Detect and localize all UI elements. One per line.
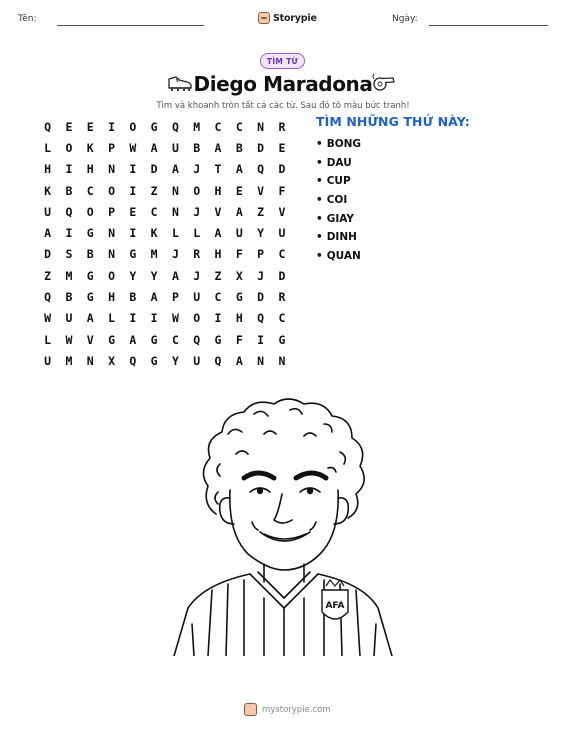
grid-cell[interactable]: B <box>193 140 201 155</box>
grid-cell[interactable]: C <box>235 119 243 134</box>
grid-cell[interactable]: W <box>129 140 137 155</box>
grid-cell[interactable]: H <box>86 162 94 177</box>
grid-cell[interactable]: I <box>214 311 222 326</box>
grid-cell[interactable]: B <box>65 183 73 198</box>
grid-cell[interactable]: G <box>86 268 94 283</box>
brand <box>258 10 317 26</box>
grid-cell[interactable]: U <box>171 140 179 155</box>
grid-cell[interactable]: V <box>86 332 94 347</box>
grid-cell[interactable]: F <box>235 332 243 347</box>
grid-cell[interactable]: D <box>257 140 265 155</box>
grid-cell[interactable]: O <box>65 140 73 155</box>
grid-cell[interactable]: R <box>193 247 201 262</box>
afa-crest <box>322 580 348 619</box>
grid-cell[interactable]: G <box>150 353 158 368</box>
grid-cell[interactable]: J <box>193 204 201 219</box>
grid-cell[interactable]: V <box>214 204 222 219</box>
grid-cell[interactable]: N <box>257 353 265 368</box>
grid-cell[interactable]: I <box>129 226 137 241</box>
grid-cell[interactable]: N <box>108 247 115 262</box>
word-list-title: TÌM NHỮNG THỨ NÀY: <box>316 114 470 129</box>
activity-badge: TÌM TỪ <box>260 53 305 69</box>
grid-cell[interactable]: N <box>108 226 115 241</box>
grid-cell[interactable]: S <box>65 247 73 262</box>
grid-cell[interactable]: X <box>235 268 243 283</box>
grid-cell[interactable]: G <box>235 290 243 305</box>
word-list <box>316 135 361 265</box>
word-list-item: • BONG <box>316 135 361 154</box>
grid-cell[interactable]: Y <box>257 226 265 241</box>
grid-cell[interactable]: E <box>86 119 94 134</box>
name-line <box>57 25 204 26</box>
grid-cell[interactable]: O <box>193 183 201 198</box>
grid-cell[interactable]: K <box>86 140 94 155</box>
grid-cell[interactable]: L <box>44 140 52 155</box>
grid-cell[interactable]: M <box>193 119 201 134</box>
coloring-illustration[interactable] <box>164 394 402 656</box>
grid-cell[interactable]: E <box>235 183 243 198</box>
grid-cell[interactable]: W <box>44 311 52 326</box>
grid-cell[interactable]: A <box>235 162 243 177</box>
grid-cell[interactable]: G <box>86 226 94 241</box>
grid-cell[interactable]: A <box>171 268 179 283</box>
grid-cell[interactable]: I <box>108 119 115 134</box>
grid-cell[interactable]: L <box>44 332 52 347</box>
grid-cell[interactable]: D <box>44 247 52 262</box>
grid-cell[interactable]: U <box>278 226 286 241</box>
date-line <box>429 25 548 26</box>
grid-cell[interactable]: G <box>108 332 115 347</box>
grid-cell[interactable]: A <box>86 311 94 326</box>
grid-cell[interactable]: D <box>257 290 265 305</box>
grid-cell[interactable]: I <box>129 183 137 198</box>
grid-cell[interactable]: U <box>235 226 243 241</box>
grid-cell[interactable]: Q <box>193 332 201 347</box>
word-search-grid[interactable] <box>37 116 293 372</box>
grid-cell[interactable]: O <box>108 268 115 283</box>
grid-cell[interactable]: M <box>150 247 158 262</box>
grid-cell[interactable]: T <box>214 162 222 177</box>
grid-cell[interactable]: F <box>278 183 286 198</box>
grid-cell[interactable]: U <box>65 311 73 326</box>
word-list-item: • DAU <box>316 154 361 173</box>
grid-cell[interactable]: A <box>214 140 222 155</box>
grid-cell[interactable]: B <box>129 290 137 305</box>
grid-cell[interactable]: I <box>65 226 73 241</box>
grid-cell[interactable]: I <box>257 332 265 347</box>
grid-cell[interactable]: N <box>257 119 265 134</box>
grid-cell[interactable]: C <box>150 204 158 219</box>
grid-cell[interactable]: Z <box>44 268 52 283</box>
grid-cell[interactable]: A <box>150 290 158 305</box>
grid-cell[interactable]: Q <box>171 119 179 134</box>
grid-cell[interactable]: P <box>257 247 265 262</box>
grid-cell[interactable]: N <box>108 162 115 177</box>
grid-cell[interactable]: E <box>278 140 286 155</box>
grid-cell[interactable]: A <box>129 332 137 347</box>
grid-cell[interactable]: N <box>86 353 94 368</box>
grid-cell[interactable]: I <box>150 311 158 326</box>
grid-cell[interactable]: C <box>278 247 286 262</box>
grid-cell[interactable]: P <box>171 290 179 305</box>
grid-cell[interactable]: B <box>235 140 243 155</box>
grid-cell[interactable]: C <box>278 311 286 326</box>
grid-cell[interactable]: L <box>171 226 179 241</box>
grid-cell[interactable]: L <box>193 226 201 241</box>
page-title: Diego Maradona <box>193 72 373 96</box>
instructions: Tìm và khoanh tròn tất cả các từ. Sau đó tô màu bức tranh! <box>156 101 410 111</box>
grid-cell[interactable]: C <box>214 119 222 134</box>
grid-cell[interactable]: A <box>235 353 243 368</box>
storypie-logo-icon <box>244 703 257 716</box>
grid-cell[interactable]: P <box>108 140 115 155</box>
grid-cell[interactable]: H <box>214 183 222 198</box>
grid-cell[interactable]: U <box>193 353 201 368</box>
grid-cell[interactable]: W <box>171 311 179 326</box>
grid-cell[interactable]: V <box>257 183 265 198</box>
grid-cell[interactable]: Q <box>129 353 137 368</box>
grid-cell[interactable]: A <box>235 204 243 219</box>
grid-cell[interactable]: C <box>171 332 179 347</box>
whistle-icon <box>371 73 397 93</box>
grid-cell[interactable]: V <box>278 204 286 219</box>
grid-cell[interactable]: Y <box>171 353 179 368</box>
footer <box>244 703 331 716</box>
grid-cell[interactable]: G <box>129 247 137 262</box>
grid-cell[interactable]: D <box>278 268 286 283</box>
word-list-item: • DINH <box>316 228 361 247</box>
grid-cell[interactable]: Q <box>44 119 52 134</box>
grid-cell[interactable]: Y <box>129 268 137 283</box>
crest-text: AFA <box>325 601 345 611</box>
grid-cell[interactable]: W <box>65 332 73 347</box>
grid-cell[interactable]: Q <box>65 204 73 219</box>
grid-cell[interactable]: U <box>44 353 52 368</box>
grid-cell[interactable]: E <box>129 204 137 219</box>
grid-cell[interactable]: X <box>108 353 115 368</box>
grid-cell[interactable]: J <box>193 268 201 283</box>
word-list-item: • CUP <box>316 172 361 191</box>
grid-cell[interactable]: A <box>44 226 52 241</box>
grid-cell[interactable]: Z <box>257 204 265 219</box>
grid-cell[interactable]: J <box>257 268 265 283</box>
grid-cell[interactable]: K <box>44 183 52 198</box>
grid-cell[interactable]: G <box>150 119 158 134</box>
grid-cell[interactable]: Y <box>150 268 158 283</box>
grid-cell[interactable]: I <box>65 162 73 177</box>
grid-cell[interactable]: H <box>44 162 52 177</box>
grid-cell[interactable]: I <box>129 162 137 177</box>
grid-cell[interactable]: M <box>65 268 73 283</box>
grid-cell[interactable]: G <box>86 290 94 305</box>
grid-cell[interactable]: C <box>214 290 222 305</box>
grid-cell[interactable]: H <box>235 311 243 326</box>
grid-cell[interactable]: E <box>65 119 73 134</box>
grid-cell[interactable]: F <box>235 247 243 262</box>
brand-name: Storypie <box>273 12 317 24</box>
grid-cell[interactable]: Z <box>150 183 158 198</box>
grid-cell[interactable]: Z <box>214 268 222 283</box>
grid-cell[interactable]: U <box>193 290 201 305</box>
word-list-item: • COI <box>316 191 361 210</box>
grid-cell[interactable]: J <box>193 162 201 177</box>
grid-cell[interactable]: Q <box>44 290 52 305</box>
grid-cell[interactable]: H <box>214 247 222 262</box>
grid-cell[interactable]: G <box>278 332 286 347</box>
grid-cell[interactable]: O <box>129 119 137 134</box>
grid-cell[interactable]: Q <box>257 311 265 326</box>
grid-cell[interactable]: Q <box>214 353 222 368</box>
grid-cell[interactable]: I <box>129 311 137 326</box>
storypie-logo-icon <box>258 12 270 24</box>
grid-cell[interactable]: P <box>108 204 115 219</box>
grid-cell[interactable]: N <box>171 204 179 219</box>
grid-cell[interactable]: G <box>214 332 222 347</box>
grid-cell[interactable]: O <box>86 204 94 219</box>
grid-cell[interactable]: G <box>150 332 158 347</box>
word-list-item: • QUAN <box>316 247 361 266</box>
word-list-item: • GIAY <box>316 209 361 228</box>
grid-cell[interactable]: D <box>150 162 158 177</box>
grid-cell[interactable]: N <box>278 353 286 368</box>
player-portrait-drawing <box>164 394 402 656</box>
grid-cell[interactable]: D <box>278 162 286 177</box>
grid-cell[interactable]: C <box>86 183 94 198</box>
grid-cell[interactable]: O <box>108 183 115 198</box>
grid-cell[interactable]: M <box>65 353 73 368</box>
grid-cell[interactable]: U <box>44 204 52 219</box>
grid-cell[interactable]: H <box>108 290 115 305</box>
grid-cell[interactable]: O <box>193 311 201 326</box>
date-label: Ngày: <box>392 14 418 24</box>
grid-cell[interactable]: L <box>108 311 115 326</box>
grid-cell[interactable]: N <box>171 183 179 198</box>
grid-cell[interactable]: A <box>171 162 179 177</box>
grid-cell[interactable]: Q <box>257 162 265 177</box>
grid-cell[interactable]: R <box>278 119 286 134</box>
grid-cell[interactable]: K <box>150 226 158 241</box>
grid-cell[interactable]: A <box>150 140 158 155</box>
grid-cell[interactable]: R <box>278 290 286 305</box>
name-label: Tên: <box>18 14 37 24</box>
grid-cell[interactable]: A <box>214 226 222 241</box>
grid-cell[interactable]: J <box>171 247 179 262</box>
footer-url[interactable]: mystorypie.com <box>262 704 331 715</box>
grid-cell[interactable]: B <box>86 247 94 262</box>
grid-cell[interactable]: B <box>65 290 73 305</box>
